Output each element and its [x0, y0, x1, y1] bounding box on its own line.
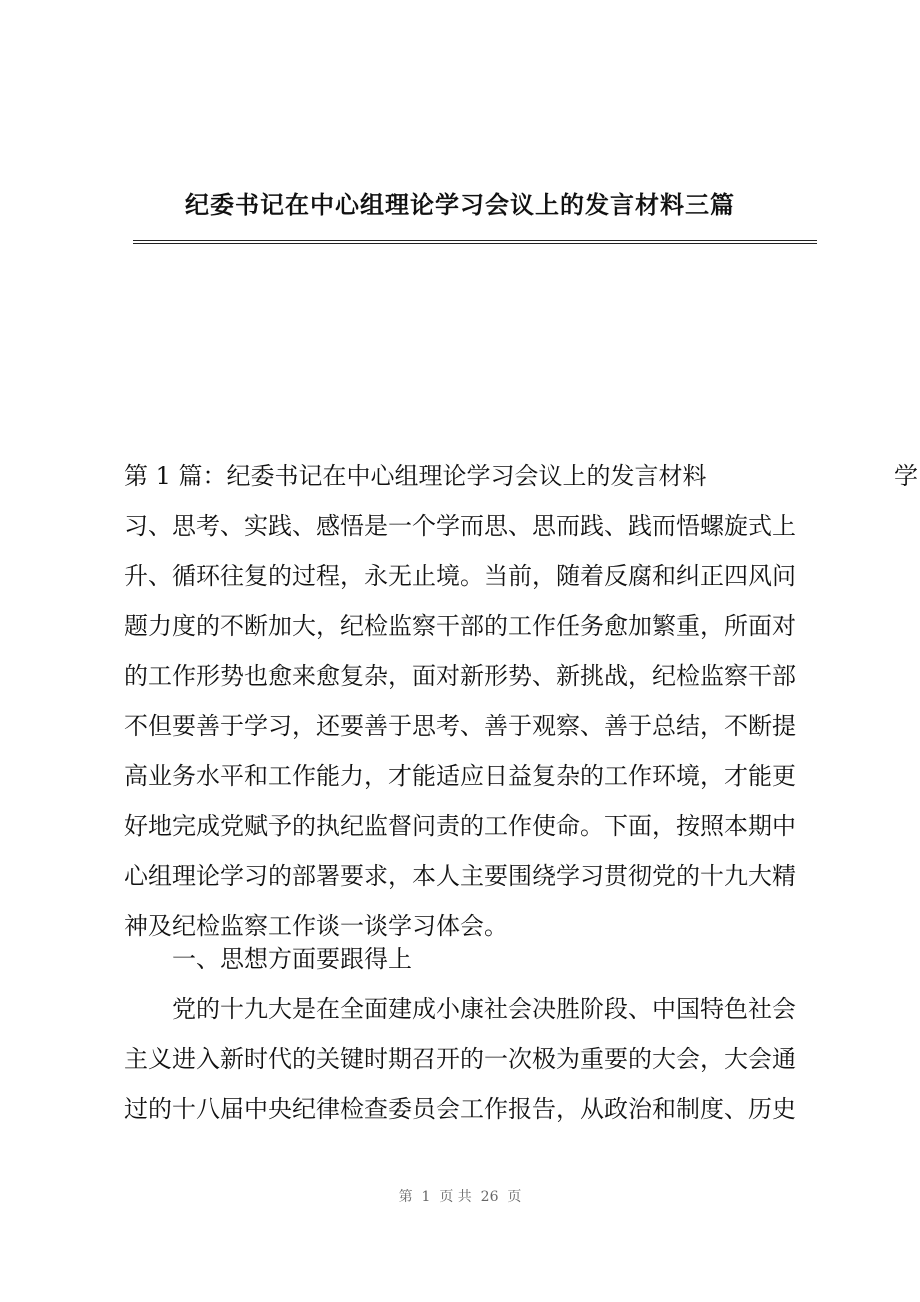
text-fragment: 学: [894, 462, 918, 490]
text-line: 不但要善于学习，还要善于思考、善于观察、善于总结，不断提: [124, 712, 796, 740]
text-line: [124, 458, 918, 494]
text-line: 主义进入新时代的关键时期召开的一次极为重要的大会，大会通: [124, 1045, 796, 1073]
text-line: 题力度的不断加大，纪检监察干部的工作任务愈加繁重，所面对: [124, 612, 796, 640]
page-title: 纪委书记在中心组理论学习会议上的发言材料三篇: [185, 190, 735, 219]
text-line: 神及纪检监察工作谈一谈学习体会。: [124, 912, 508, 940]
section-heading: 第 1 篇：纪委书记在中心组理论学习会议上的发言材料: [124, 462, 707, 490]
page-footer: 第 1 页 共 26 页: [398, 1189, 522, 1205]
title-double-rule: [133, 240, 817, 244]
subheading: 一、思想方面要跟得上: [172, 945, 412, 973]
text-line: 党的十九大是在全面建成小康社会决胜阶段、中国特色社会: [172, 995, 796, 1023]
text-line: 习、思考、实践、感悟是一个学而思、思而践、践而悟螺旋式上: [124, 512, 796, 540]
text-line: 高业务水平和工作能力，才能适应日益复杂的工作环境，才能更: [124, 762, 796, 790]
text-line: 心组理论学习的部署要求，本人主要围绕学习贯彻党的十九大精: [124, 862, 796, 890]
text-line: 过的十八届中央纪律检查委员会工作报告，从政治和制度、历史: [124, 1095, 796, 1123]
text-line: 的工作形势也愈来愈复杂，面对新形势、新挑战，纪检监察干部: [124, 662, 796, 690]
text-line: 好地完成党赋予的执纪监督问责的工作使命。下面，按照本期中: [124, 812, 796, 840]
text-line: 升、循环往复的过程，永无止境。当前，随着反腐和纠正四风问: [124, 562, 796, 590]
